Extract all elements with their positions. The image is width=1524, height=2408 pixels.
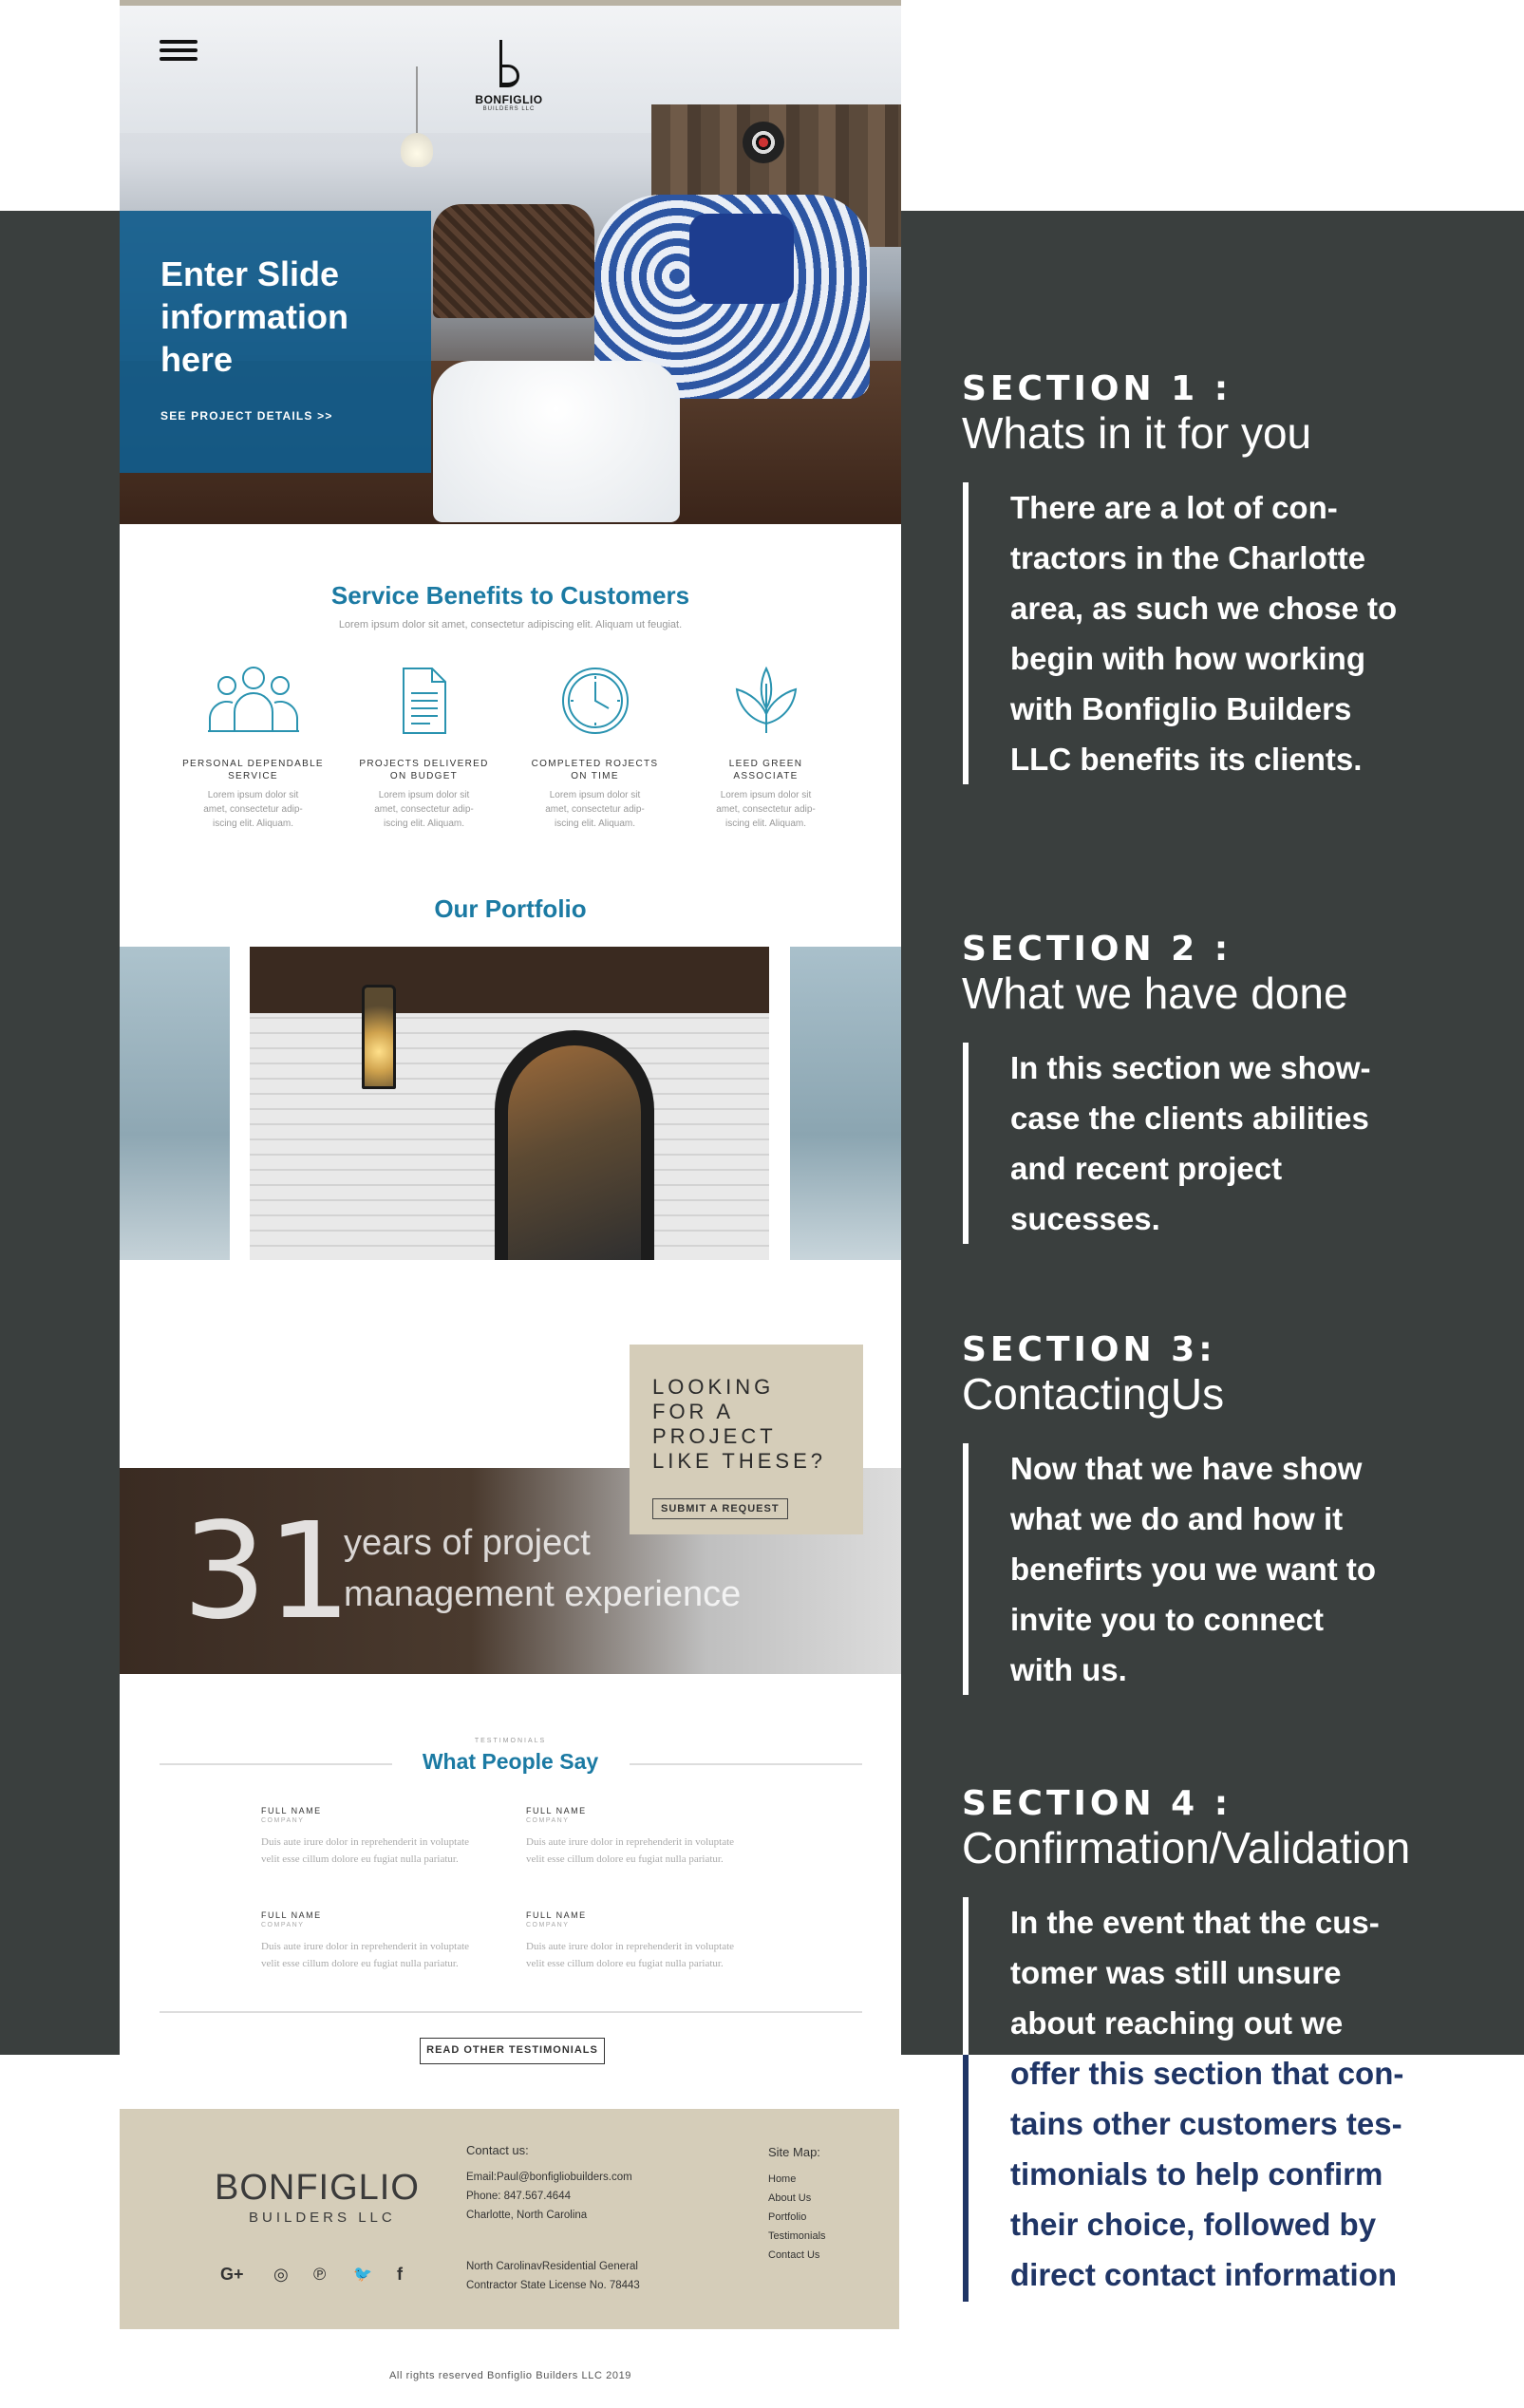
section-label: SECTION 2 : (962, 930, 1232, 969)
divider (160, 2011, 862, 2013)
twitter-icon[interactable]: 🐦 (353, 2267, 372, 2283)
sitemap-link-testimonials[interactable]: Testimonials (768, 2230, 826, 2242)
cta-card-text: LOOKING FOR A PROJECT LIKE THESE? (652, 1375, 826, 1473)
website-mockup (120, 0, 901, 2408)
contact-email[interactable]: Email:Paul@bonfigliobuilders.com (466, 2172, 632, 2183)
submit-request-button[interactable]: SUBMIT A REQUEST (652, 1498, 788, 1519)
benefit-on-time: COMPLETED ROJECTS ON TIME Lorem ipsum dolor sit amet, consectetur adip- iscing elit. Aliquam. (517, 665, 673, 831)
contact-title: Contact us: (466, 2143, 529, 2157)
section-title: Whats in it for you (962, 408, 1312, 458)
section-2-annotation (962, 931, 1494, 1244)
lantern-image (362, 985, 396, 1089)
facebook-icon[interactable]: f (397, 2265, 403, 2284)
testimonial-item: FULL NAME COMPANY Duis aute irure dolor in reprehenderit in voluptate velit esse cillum dolore eu fugiat nulla pariatur. (526, 1806, 735, 1865)
section-body: In this section we show- case the clients abilities and recent project sucesses. (963, 1043, 1457, 1244)
ottoman-image (433, 361, 680, 522)
portfolio-heading: Our Portfolio (434, 894, 587, 923)
clock-icon (559, 665, 631, 737)
section-label: SECTION 4 : (962, 1784, 1232, 1823)
slide-headline: Enter Slide information here (160, 254, 348, 379)
contact-phone[interactable]: Phone: 847.567.4644 (466, 2191, 571, 2202)
section-title: ContactingUs (962, 1369, 1225, 1419)
section-1-annotation (962, 370, 1494, 784)
divider (630, 1763, 862, 1765)
section-body: Now that we have show what we do and how it benefirts you we want to invite you to connect with us. (963, 1443, 1457, 1695)
pendant-lamp-image (401, 133, 433, 167)
benefits-subtitle: Lorem ipsum dolor sit amet, consectetur adipiscing elit. Aliquam ut feugiat. (338, 619, 683, 630)
testimonials-heading: What People Say (422, 1749, 599, 1774)
testimonial-item: FULL NAME COMPANY Duis aute irure dolor in reprehenderit in voluptate velit esse cillum dolore eu fugiat nulla pariatur. (261, 1806, 470, 1865)
section-title: What we have done (962, 969, 1348, 1018)
people-icon (206, 665, 301, 737)
footer-logo-subtitle: BUILDERS LLC (249, 2210, 396, 2226)
document-icon (396, 665, 453, 737)
footer (120, 2109, 899, 2329)
benefit-leed-green: LEED GREEN ASSOCIATE Lorem ipsum dolor sit amet, consectetur adip- iscing elit. Aliquam. (687, 665, 844, 831)
logo-name: BONFIGLIO (475, 93, 543, 106)
pinterest-icon[interactable]: ℗ (313, 2265, 327, 2284)
section-label: SECTION 3: (962, 1330, 1216, 1369)
license-line1: North CarolinavResidential General (466, 2261, 638, 2272)
sitemap-link-about[interactable]: About Us (768, 2192, 812, 2204)
sitemap-title: Site Map: (768, 2145, 820, 2159)
testimonial-item: FULL NAME COMPANY Duis aute irure dolor in reprehenderit in voluptate velit esse cillum dolore eu fugiat nulla pariatur. (261, 1910, 470, 1969)
section-3-annotation (962, 1331, 1494, 1695)
benefit-on-budget: PROJECTS DELIVERED ON BUDGET Lorem ipsum dolor sit amet, consectetur adip- iscing elit. Aliquam. (346, 665, 502, 831)
section-body: There are a lot of con- tractors in the Charlotte area, as such we chose to begin with how working with Bonfiglio Builders LLC benefits its clients. (963, 482, 1457, 784)
benefit-personal-service: PERSONAL DEPENDABLE SERVICE Lorem ipsum dolor sit amet, consectetur adip- iscing elit. Aliquam. (175, 665, 331, 831)
instagram-icon[interactable]: ◎ (273, 2265, 289, 2284)
divider (160, 1763, 392, 1765)
license-line2: Contractor State License No. 78443 (466, 2280, 640, 2291)
read-other-testimonials-button[interactable]: READ OTHER TESTIMONIALS (420, 2038, 605, 2064)
section-label: SECTION 1 : (962, 369, 1232, 408)
dartboard-image (743, 122, 784, 163)
see-project-details-link[interactable]: SEE PROJECT DETAILS >> (160, 409, 333, 423)
copyright-text: All rights reserved Bonfiglio Builders LLC 2019 (388, 2370, 632, 2381)
section-4-annotation (962, 1785, 1494, 2300)
sitemap-link-contact[interactable]: Contact Us (768, 2249, 820, 2261)
hamburger-menu-icon[interactable] (160, 40, 198, 65)
testimonials-kicker: TESTIMONIALS (474, 1738, 547, 1744)
portfolio-carousel (120, 947, 901, 1260)
footer-logo-name: BONFIGLIO (215, 2168, 420, 2208)
leaf-icon (733, 665, 800, 737)
sitemap-link-home[interactable]: Home (768, 2173, 797, 2185)
logo-glyph-icon (499, 40, 518, 85)
section-title: Confirmation/Validation (962, 1823, 1411, 1872)
logo-subtitle: BUILDERS LLC (482, 106, 536, 112)
hero-image (120, 0, 901, 524)
years-number: 31 (182, 1495, 352, 1649)
portfolio-main-image[interactable] (250, 947, 769, 1260)
years-label-line1: years of project (344, 1523, 591, 1563)
testimonial-item: FULL NAME COMPANY Duis aute irure dolor in reprehenderit in voluptate velit esse cillum dolore eu fugiat nulla pariatur. (526, 1910, 735, 1969)
project-request-card (630, 1345, 863, 1534)
benefits-heading: Service Benefits to Customers (330, 581, 690, 610)
years-label-line2: management experience (344, 1574, 742, 1614)
contact-city: Charlotte, North Carolina (466, 2210, 588, 2221)
slide-info-box (120, 211, 431, 473)
sitemap-link-portfolio[interactable]: Portfolio (768, 2211, 807, 2223)
portfolio-next-image[interactable] (790, 947, 901, 1260)
google-plus-icon[interactable]: G+ (220, 2265, 244, 2284)
portfolio-prev-image[interactable] (120, 947, 230, 1260)
header-logo[interactable] (471, 40, 547, 125)
section-4-rule-lower (963, 2055, 969, 2302)
section-body: In the event that the cus- tomer was still unsure about reaching out we offer this section that con- tains other customers tes- timonials to help confirm their choice, followed by direct contact information (963, 1897, 1457, 2300)
